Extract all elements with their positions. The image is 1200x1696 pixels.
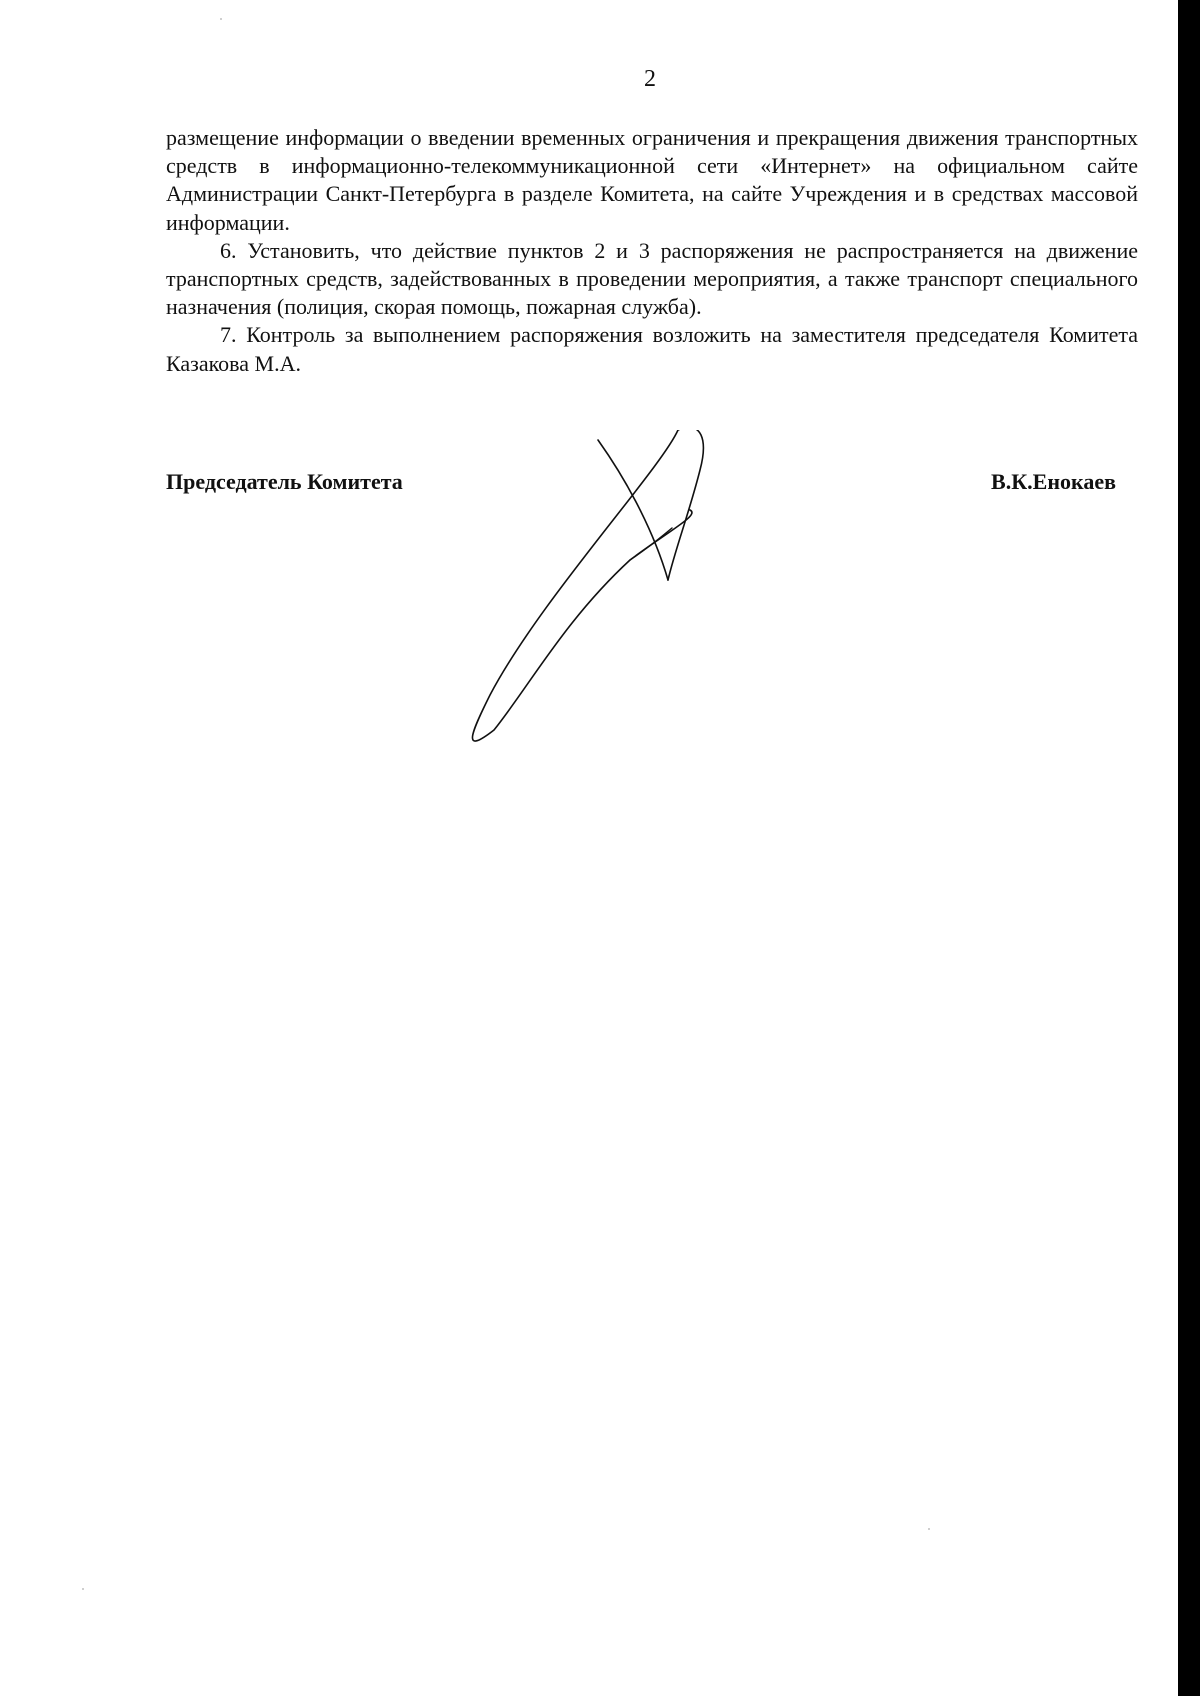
page-number: 2 bbox=[644, 66, 656, 92]
signatory-position: Председатель Комитета bbox=[166, 469, 403, 494]
scan-speck bbox=[928, 1528, 930, 1530]
scan-speck bbox=[82, 1588, 84, 1590]
signatory-name: В.К.Енокаев bbox=[991, 469, 1116, 494]
scan-border bbox=[1178, 0, 1200, 1696]
handwritten-signature bbox=[470, 430, 810, 780]
scan-speck bbox=[220, 18, 222, 20]
paragraph-item-6: 6. Установить, что действие пунктов 2 и 3 распоряжения не распространяется на движение транспортных средств, задействованных в проведении мероприятия, а также транспорт специального назначения (полиция, скорая помощь, пожарная служба). bbox=[166, 237, 1138, 320]
paragraph-item-7: 7. Контроль за выполнением распоряжения возложить на заместителя председателя Комитета Казакова М.А. bbox=[166, 322, 1138, 376]
paragraph-continuation: размещение информации о введении временных ограничения и прекращения движения транспортных средств в информационно-телекоммуникационной сети «Интернет» на официальном сайте Администрации Санкт-Петербурга в разделе Комитета, на сайте Учреждения и в средствах массовой информации. bbox=[166, 125, 1138, 235]
document-body bbox=[166, 124, 1138, 378]
